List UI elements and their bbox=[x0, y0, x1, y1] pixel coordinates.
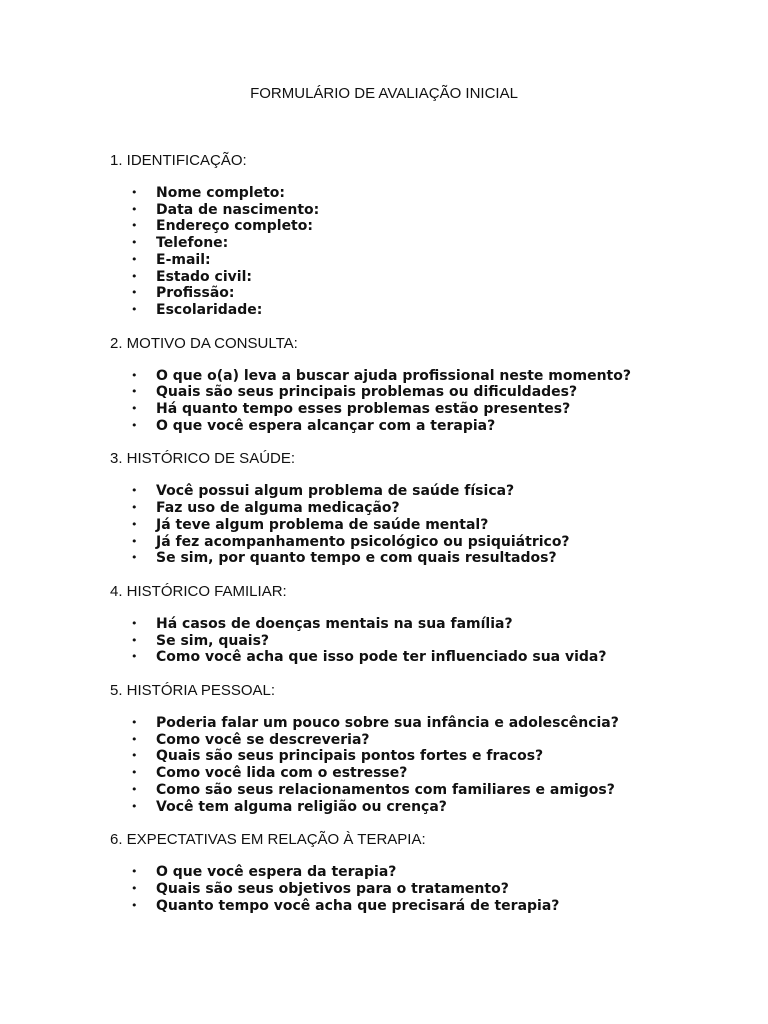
section-identificacao bbox=[110, 152, 730, 319]
bullet-icon: • bbox=[131, 881, 138, 895]
section-heading: 2. MOTIVO DA CONSULTA: bbox=[110, 334, 298, 352]
list-item: • Escolaridade: bbox=[131, 301, 263, 318]
question-list bbox=[110, 715, 730, 815]
bullet-icon: • bbox=[131, 385, 138, 399]
list-item: • Como você acha que isso pode ter influenciado sua vida? bbox=[131, 649, 607, 666]
list-item: • Como você lida com o estresse? bbox=[131, 765, 408, 782]
section-heading: 3. HISTÓRICO DE SAÚDE: bbox=[110, 450, 296, 468]
bullet-icon: • bbox=[131, 799, 138, 813]
bullet-icon: • bbox=[131, 633, 138, 647]
section-heading: 1. IDENTIFICAÇÃO: bbox=[110, 152, 247, 169]
bullet-icon: • bbox=[131, 616, 138, 630]
list-item: • Já teve algum problema de saúde mental? bbox=[131, 516, 489, 533]
section-heading: 5. HISTÓRIA PESSOAL: bbox=[110, 682, 276, 700]
bullet-icon: • bbox=[131, 749, 138, 763]
bullet-icon: • bbox=[131, 551, 138, 565]
list-item: • Quais são seus principais pontos fortes e fracos? bbox=[131, 748, 544, 765]
list-item: • Quais são seus objetivos para o tratamento? bbox=[131, 880, 509, 897]
list-item: • Poderia falar um pouco sobre sua infância e adolescência? bbox=[131, 715, 619, 732]
list-item: • O que você espera da terapia? bbox=[131, 864, 397, 881]
bullet-icon: • bbox=[131, 865, 138, 879]
question-list bbox=[110, 185, 730, 319]
section-historia-pessoal bbox=[110, 682, 730, 815]
document-title: FORMULÁRIO DE AVALIAÇÃO INICIAL bbox=[250, 85, 518, 102]
list-item: • Quais são seus principais problemas ou dificuldades? bbox=[131, 384, 578, 401]
bullet-icon: • bbox=[131, 898, 138, 912]
section-historico-familiar bbox=[110, 583, 730, 666]
list-item: • Endereço completo: bbox=[131, 218, 313, 235]
list-item: • E-mail: bbox=[131, 251, 211, 268]
bullet-icon: • bbox=[131, 418, 138, 432]
list-item: • Há casos de doenças mentais na sua família? bbox=[131, 615, 513, 632]
bullet-icon: • bbox=[131, 219, 138, 233]
bullet-icon: • bbox=[131, 782, 138, 796]
section-motivo-consulta bbox=[110, 335, 730, 435]
list-item: • Já fez acompanhamento psicológico ou psiquiátrico? bbox=[131, 533, 570, 550]
list-item: • O que você espera alcançar com a terapia? bbox=[131, 417, 496, 434]
bullet-icon: • bbox=[131, 402, 138, 416]
list-item: • Como são seus relacionamentos com familiares e amigos? bbox=[131, 781, 615, 798]
list-item: • Faz uso de alguma medicação? bbox=[131, 500, 400, 517]
section-heading: 6. EXPECTATIVAS EM RELAÇÃO À TERAPIA: bbox=[110, 831, 426, 849]
section-heading: 4. HISTÓRICO FAMILIAR: bbox=[110, 582, 287, 600]
section-expectativas-terapia bbox=[110, 831, 730, 914]
bullet-icon: • bbox=[131, 766, 138, 780]
bullet-icon: • bbox=[131, 732, 138, 746]
bullet-icon: • bbox=[131, 186, 138, 199]
list-item: • Quanto tempo você acha que precisará de terapia? bbox=[131, 897, 560, 914]
list-item: • Profissão: bbox=[131, 285, 235, 302]
bullet-icon: • bbox=[131, 501, 138, 515]
bullet-icon: • bbox=[131, 534, 138, 548]
list-item: • Se sim, por quanto tempo e com quais resultados? bbox=[131, 550, 557, 567]
list-item: • Você possui algum problema de saúde física? bbox=[131, 483, 515, 500]
list-item: • Como você se descreveria? bbox=[131, 731, 370, 748]
list-item: • Se sim, quais? bbox=[131, 632, 270, 649]
question-list bbox=[110, 864, 730, 914]
list-item: • Estado civil: bbox=[131, 268, 252, 285]
bullet-icon: • bbox=[131, 269, 138, 283]
bullet-icon: • bbox=[131, 368, 138, 382]
list-item: • O que o(a) leva a buscar ajuda profissional neste momento? bbox=[131, 367, 631, 384]
bullet-icon: • bbox=[131, 302, 138, 316]
list-item: • Há quanto tempo esses problemas estão presentes? bbox=[131, 401, 571, 418]
bullet-icon: • bbox=[131, 252, 138, 266]
bullet-icon: • bbox=[131, 286, 138, 300]
form-content bbox=[110, 152, 730, 930]
bullet-icon: • bbox=[131, 650, 138, 664]
list-item: • Você tem alguma religião ou crença? bbox=[131, 798, 447, 815]
bullet-icon: • bbox=[131, 517, 138, 531]
question-list bbox=[110, 368, 730, 435]
bullet-icon: • bbox=[131, 236, 138, 250]
bullet-icon: • bbox=[131, 716, 138, 730]
bullet-icon: • bbox=[131, 484, 138, 498]
question-list bbox=[110, 483, 730, 567]
bullet-icon: • bbox=[131, 202, 138, 216]
section-historico-saude bbox=[110, 450, 730, 567]
list-item: • Data de nascimento: bbox=[131, 201, 320, 218]
question-list bbox=[110, 616, 730, 666]
list-item: • Nome completo: bbox=[131, 185, 286, 201]
list-item: • Telefone: bbox=[131, 235, 229, 252]
